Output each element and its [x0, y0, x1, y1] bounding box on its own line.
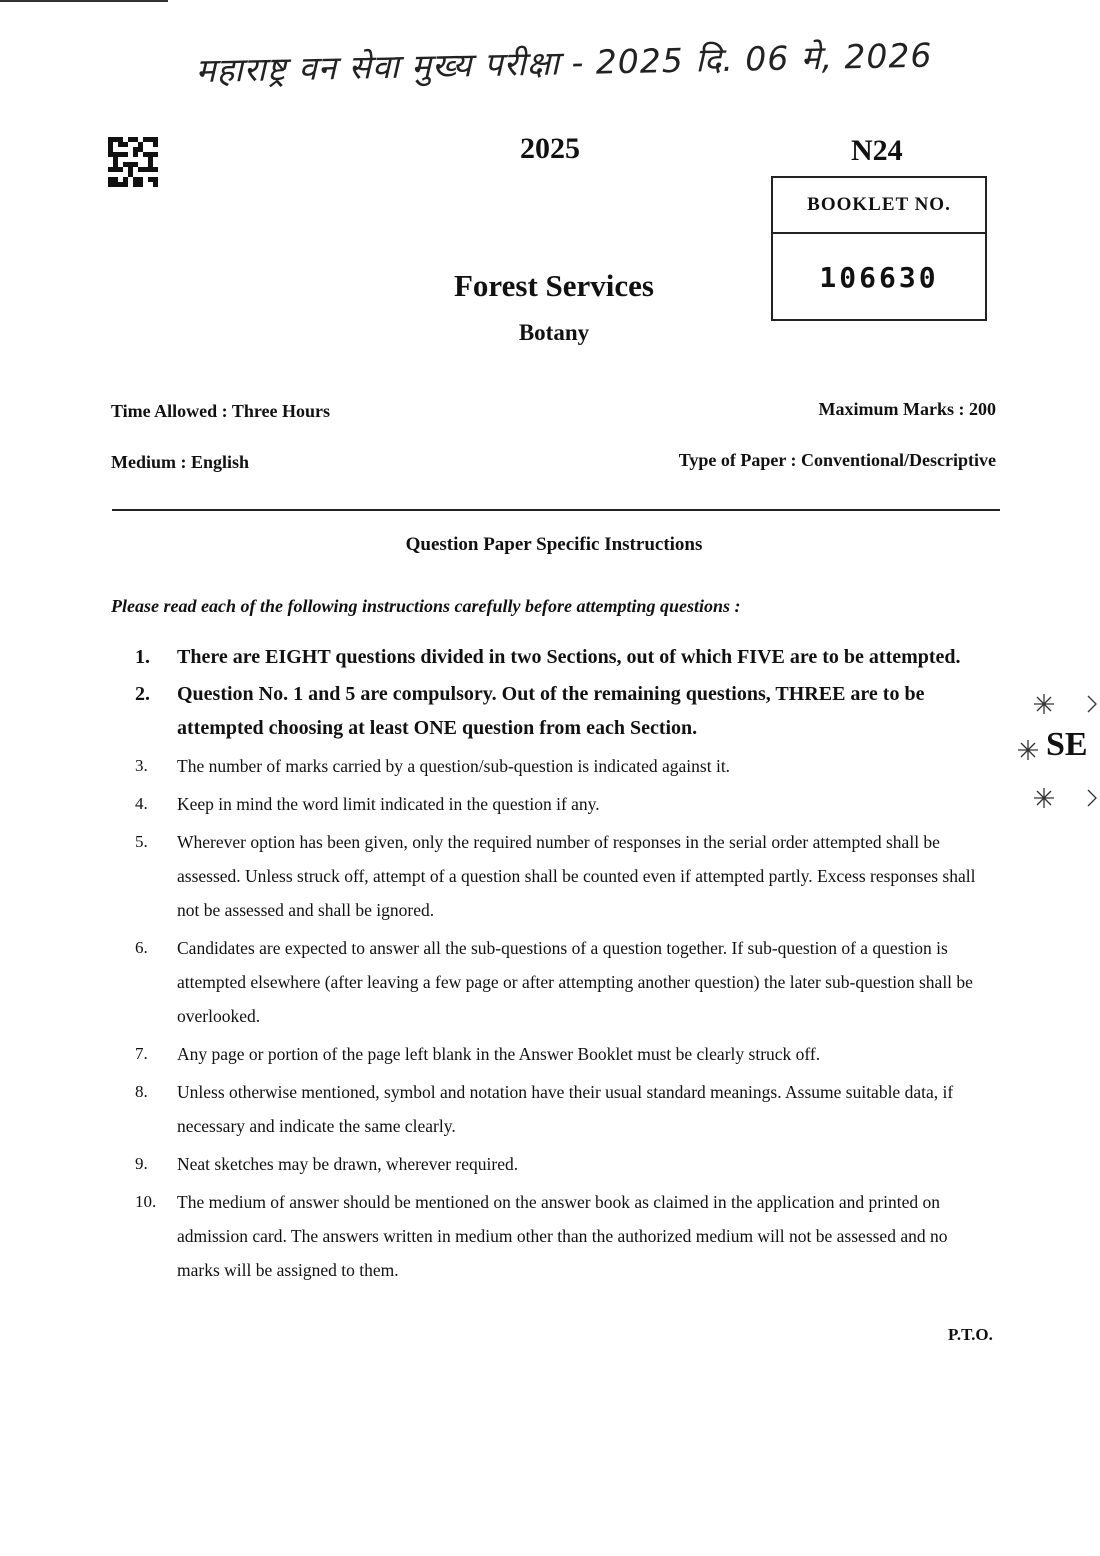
- instruction-text: Question No. 1 and 5 are compulsory. Out of the remaining questions, THREE are to be attempted choosing at least ONE question from each Section.: [177, 683, 925, 739]
- instruction-item: [135, 1147, 985, 1181]
- booklet-number: 106630: [819, 261, 939, 294]
- margin-stamp-text: SE: [1046, 726, 1088, 763]
- subject-name: Botany: [518, 320, 590, 345]
- instruction-number: 4.: [135, 794, 148, 813]
- booklet-label: BOOKLET NO.: [773, 178, 985, 234]
- instruction-number: 8.: [135, 1082, 148, 1101]
- instructions-heading: Question Paper Specific Instructions: [405, 534, 703, 555]
- instruction-item: [135, 825, 985, 927]
- instruction-text: Neat sketches may be drawn, wherever required.: [177, 1154, 519, 1174]
- exam-year: 2025: [520, 132, 580, 165]
- exam-title: Forest Services: [454, 268, 654, 303]
- instruction-item: [135, 1185, 985, 1287]
- instruction-number: 1.: [135, 646, 150, 668]
- instructions-intro: Please read each of the following instructions carefully before attempting questions :: [111, 596, 741, 616]
- instruction-item: [135, 1075, 985, 1143]
- instruction-number: 9.: [135, 1154, 148, 1173]
- instruction-item: [135, 787, 985, 821]
- time-allowed: Time Allowed : Three Hours: [111, 401, 331, 421]
- medium: Medium : English: [111, 452, 250, 472]
- instruction-text: Any page or portion of the page left blank in the Answer Booklet must be clearly struck off.: [177, 1044, 821, 1064]
- instruction-item: [135, 1037, 985, 1071]
- margin-stamp: [1012, 688, 1100, 818]
- instruction-item: [135, 677, 985, 745]
- maximum-marks: Maximum Marks : 200: [818, 399, 996, 419]
- instruction-number: 5.: [135, 832, 148, 851]
- instruction-text: Unless otherwise mentioned, symbol and notation have their usual standard meanings. Assume suitable data, if necessary and indicate the same clearly.: [177, 1082, 954, 1136]
- instruction-number: 3.: [135, 756, 148, 775]
- instruction-text: Wherever option has been given, only the required number of responses in the serial order attempted shall be assessed. Unless struck off, attempt of a question shall be counted even if attempted partly. Excess responses shall not be assessed and shall be ignored.: [177, 832, 976, 920]
- pto-label: P.T.O.: [948, 1325, 993, 1344]
- handwritten-note-text: महाराष्ट्र वन सेवा मुख्य परीक्षा - 2025 दि. 06 मे, 2026: [195, 35, 933, 91]
- instruction-text: The medium of answer should be mentioned on the answer book as claimed in the application and printed on admission card. The answers written in medium other than the authorized medium will not be assessed and no marks will be assigned to them.: [177, 1192, 948, 1280]
- instruction-number: 7.: [135, 1044, 148, 1063]
- instructions-list: [135, 640, 985, 1287]
- top-edge-rule: [0, 0, 168, 2]
- instruction-number: 2.: [135, 683, 150, 705]
- instruction-text: Candidates are expected to answer all the sub-questions of a question together. If sub-question of a question is attempted elsewhere (after leaving a few page or after attempting another question) the later sub-question shall be overlooked.: [177, 938, 973, 1026]
- instruction-text: The number of marks carried by a question/sub-question is indicated against it.: [177, 756, 731, 776]
- instruction-item: [135, 931, 985, 1033]
- instruction-text: Keep in mind the word limit indicated in the question if any.: [177, 794, 600, 814]
- paper-type: Type of Paper : Conventional/Descriptive: [678, 450, 996, 470]
- header-divider: [112, 509, 1000, 511]
- handwritten-note: [195, 29, 1056, 117]
- instruction-item: [135, 640, 985, 674]
- instruction-number: 6.: [135, 938, 148, 957]
- instruction-item: [135, 749, 985, 783]
- instruction-text: There are EIGHT questions divided in two Sections, out of which FIVE are to be attempted.: [177, 646, 961, 668]
- instruction-number: 10.: [135, 1192, 157, 1211]
- paper-code: N24: [851, 134, 903, 167]
